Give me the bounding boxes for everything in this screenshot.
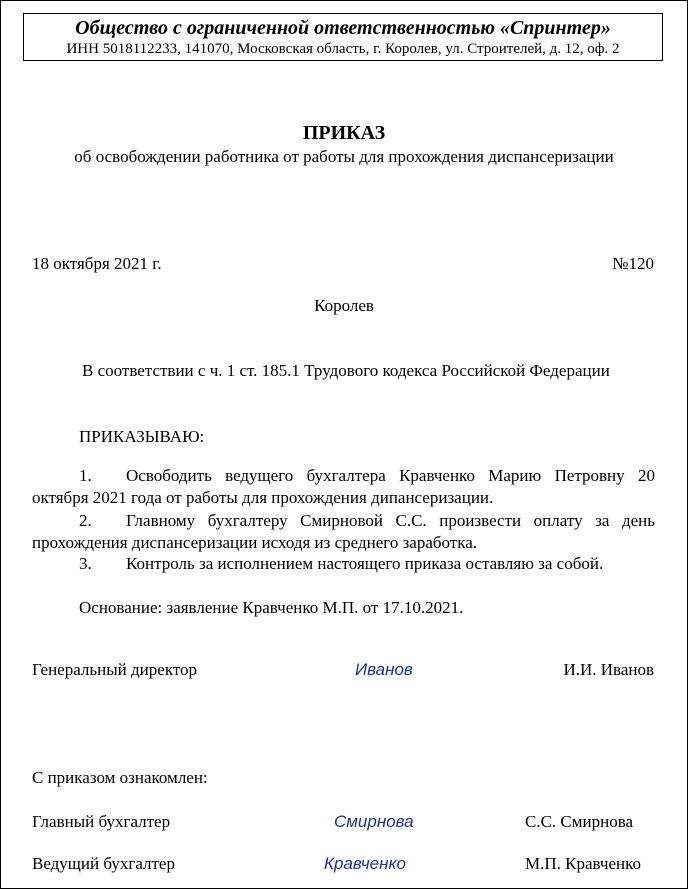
- organization-name: Общество с ограниченной ответственностью «Спринтер»: [75, 17, 611, 39]
- preamble-paragraph: В соответствии с ч. 1 ст. 185.1 Трудового кодекса Российской Федерации: [82, 361, 610, 380]
- order-item-text: Главному бухгалтеру Смирновой С.С. произвести оплату за день прохождения диспансеризации исходя из среднего заработка.: [32, 511, 655, 552]
- order-word: ПРИКАЗЫВАЮ:: [79, 427, 205, 446]
- director-role: Генеральный директор: [32, 660, 198, 679]
- lead-accountant-role: Ведущий бухгалтер: [32, 854, 175, 873]
- document-date: 18 октября 2021 г.: [32, 254, 162, 273]
- document-title: ПРИКАЗ: [302, 122, 386, 144]
- director-signature: Иванов: [355, 660, 413, 679]
- lead-accountant-name: М.П. Кравченко: [525, 854, 641, 873]
- document-subtitle: об освобождении работника от работы для прохождения диспансеризации: [74, 147, 614, 166]
- organization-header: [23, 13, 663, 61]
- order-item-text: Освободить ведущего бухгалтера Кравченко Марию Петровну 20 октября 2021 года от работы для прохождения дипансеризации.: [32, 466, 655, 507]
- order-item-number: 2.: [79, 511, 92, 530]
- basis-line: Основание: заявление Кравченко М.П. от 17.10.2021.: [79, 598, 464, 617]
- director-name: И.И. Иванов: [563, 660, 654, 679]
- order-item: [32, 553, 655, 575]
- familiarized-label: С приказом ознакомлен:: [32, 768, 208, 787]
- order-item-number: 1.: [79, 466, 92, 485]
- order-item: [32, 465, 655, 509]
- document-number: №120: [612, 254, 654, 273]
- order-item-number: 3.: [79, 554, 92, 573]
- document-city: Королев: [314, 296, 374, 315]
- chief-accountant-role: Главный бухгалтер: [32, 812, 171, 831]
- chief-accountant-signature: Смирнова: [334, 812, 414, 831]
- lead-accountant-signature: Кравченко: [324, 854, 406, 873]
- order-item: [32, 510, 655, 554]
- chief-accountant-name: С.С. Смирнова: [525, 812, 634, 831]
- organization-requisites: ИНН 5018112233, 141070, Московская область, г. Королев, ул. Строителей, д. 12, оф. 2: [66, 41, 620, 57]
- order-item-text: Контроль за исполнением настоящего приказа оставляю за собой.: [126, 554, 604, 573]
